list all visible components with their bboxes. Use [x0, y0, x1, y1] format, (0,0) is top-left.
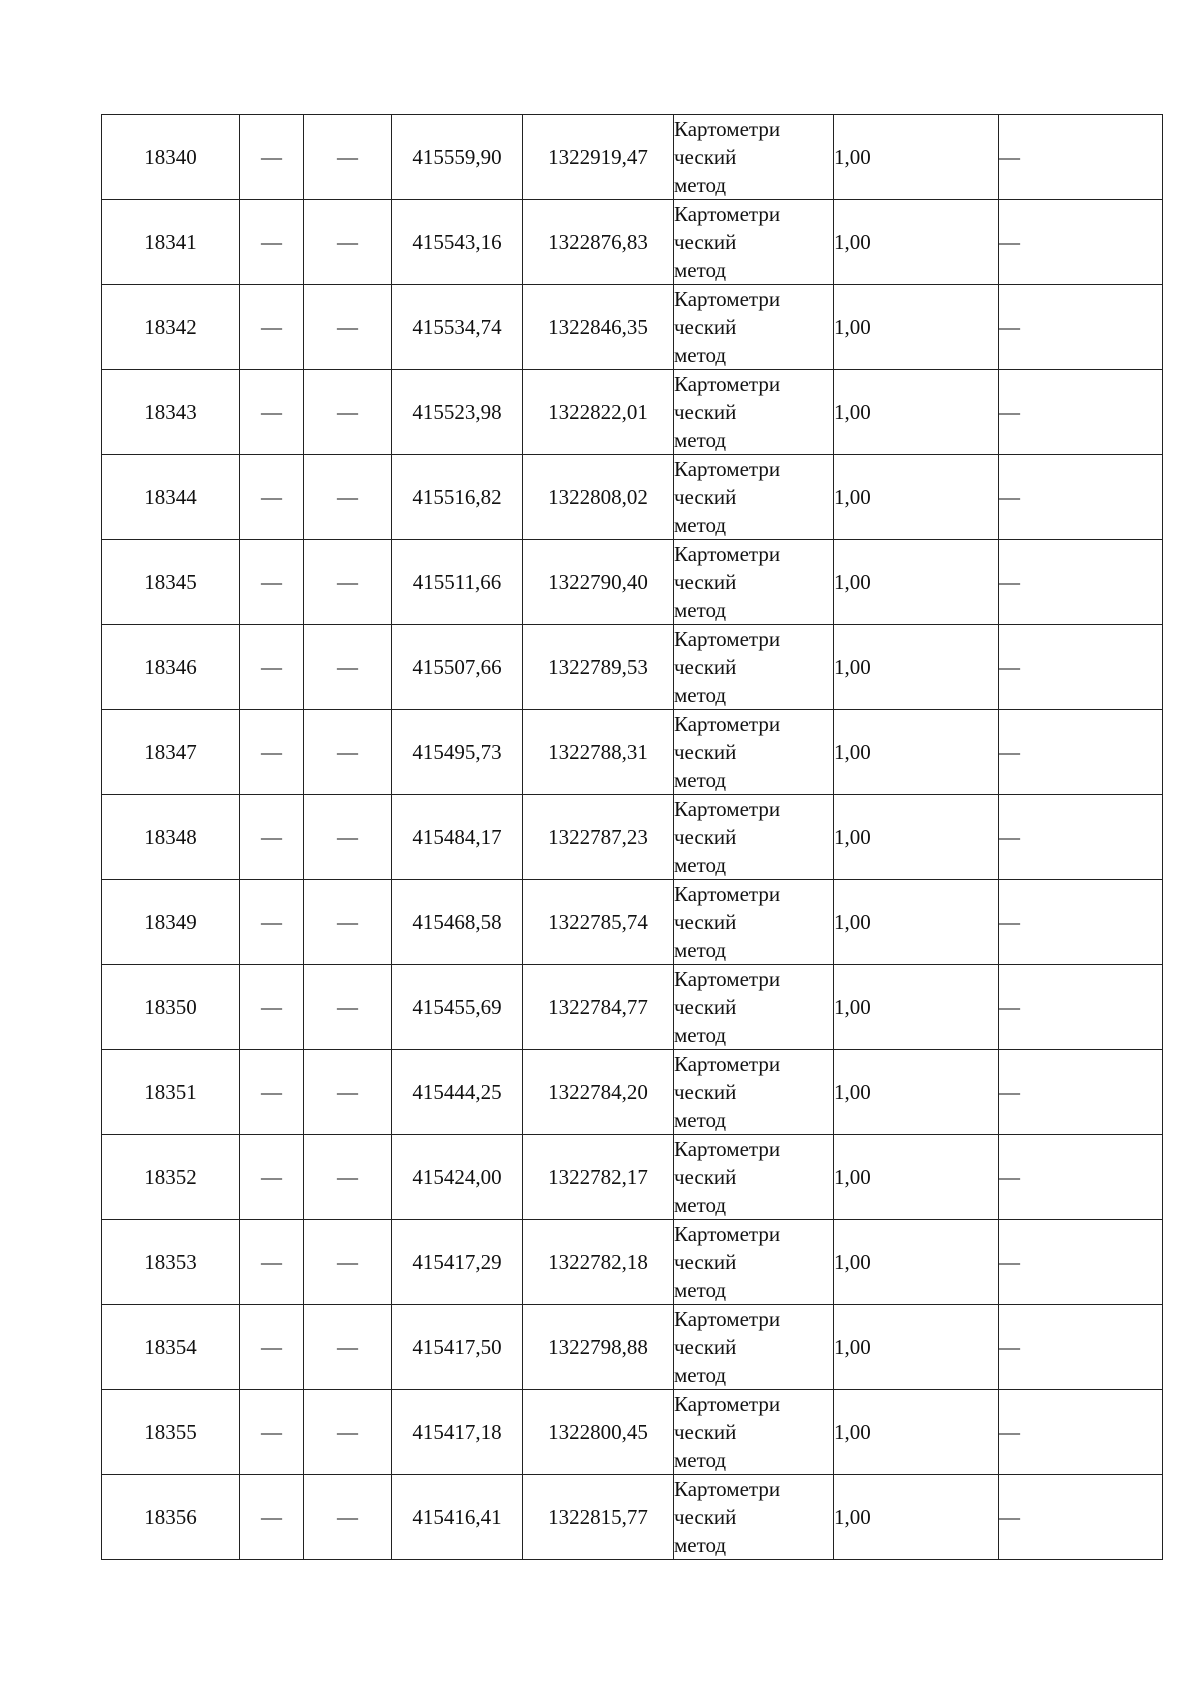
y-coordinate-cell: 1322798,88 — [523, 1305, 674, 1390]
method-line: метод — [674, 173, 727, 197]
point-number-cell: 18347 — [102, 710, 240, 795]
table-row — [102, 1390, 1163, 1475]
empty-value-cell: — — [240, 285, 304, 370]
method-cell — [674, 1050, 834, 1135]
table-row — [102, 540, 1163, 625]
method-line: Картометри — [674, 882, 781, 906]
empty-value-cell: — — [240, 1135, 304, 1220]
empty-value-cell: — — [304, 1305, 392, 1390]
accuracy-cell: 1,00 — [834, 1390, 999, 1475]
table-row — [102, 965, 1163, 1050]
method-line: Картометри — [674, 117, 781, 141]
table-row — [102, 880, 1163, 965]
method-line: ческий — [674, 1080, 737, 1104]
y-coordinate-cell: 1322876,83 — [523, 200, 674, 285]
note-cell: — — [999, 1390, 1163, 1475]
point-number-cell: 18356 — [102, 1475, 240, 1560]
method-line: метод — [674, 1193, 727, 1217]
point-number-cell: 18349 — [102, 880, 240, 965]
empty-value-cell: — — [304, 625, 392, 710]
empty-value-cell: — — [304, 1135, 392, 1220]
empty-value-cell: — — [240, 1305, 304, 1390]
table-body — [102, 115, 1163, 1560]
method-cell — [674, 1305, 834, 1390]
method-line: метод — [674, 1448, 727, 1472]
x-coordinate-cell: 415495,73 — [392, 710, 523, 795]
method-line: ческий — [674, 1505, 737, 1529]
method-cell — [674, 1135, 834, 1220]
empty-value-cell: — — [304, 115, 392, 200]
point-number-cell: 18341 — [102, 200, 240, 285]
method-line: метод — [674, 768, 727, 792]
accuracy-cell: 1,00 — [834, 1050, 999, 1135]
method-cell — [674, 115, 834, 200]
method-line: ческий — [674, 1335, 737, 1359]
method-line: ческий — [674, 570, 737, 594]
table-row — [102, 1050, 1163, 1135]
accuracy-cell: 1,00 — [834, 285, 999, 370]
empty-value-cell: — — [304, 1220, 392, 1305]
table-row — [102, 1220, 1163, 1305]
x-coordinate-cell: 415417,18 — [392, 1390, 523, 1475]
method-line: ческий — [674, 1165, 737, 1189]
empty-value-cell: — — [240, 625, 304, 710]
method-line: Картометри — [674, 287, 781, 311]
x-coordinate-cell: 415507,66 — [392, 625, 523, 710]
point-number-cell: 18351 — [102, 1050, 240, 1135]
note-cell: — — [999, 455, 1163, 540]
y-coordinate-cell: 1322790,40 — [523, 540, 674, 625]
empty-value-cell: — — [240, 200, 304, 285]
method-cell — [674, 1220, 834, 1305]
point-number-cell: 18340 — [102, 115, 240, 200]
empty-value-cell: — — [240, 540, 304, 625]
empty-value-cell: — — [240, 710, 304, 795]
y-coordinate-cell: 1322822,01 — [523, 370, 674, 455]
method-cell — [674, 625, 834, 710]
y-coordinate-cell: 1322919,47 — [523, 115, 674, 200]
y-coordinate-cell: 1322784,77 — [523, 965, 674, 1050]
note-cell: — — [999, 625, 1163, 710]
note-cell: — — [999, 115, 1163, 200]
empty-value-cell: — — [304, 370, 392, 455]
method-line: Картометри — [674, 627, 781, 651]
method-line: ческий — [674, 145, 737, 169]
table-row — [102, 1135, 1163, 1220]
coordinates-table — [101, 114, 1163, 1560]
method-cell — [674, 880, 834, 965]
x-coordinate-cell: 415523,98 — [392, 370, 523, 455]
empty-value-cell: — — [304, 965, 392, 1050]
method-line: ческий — [674, 485, 737, 509]
table-row — [102, 1305, 1163, 1390]
method-line: метод — [674, 258, 727, 282]
x-coordinate-cell: 415417,50 — [392, 1305, 523, 1390]
empty-value-cell: — — [304, 1390, 392, 1475]
y-coordinate-cell: 1322800,45 — [523, 1390, 674, 1475]
accuracy-cell: 1,00 — [834, 115, 999, 200]
point-number-cell: 18354 — [102, 1305, 240, 1390]
method-line: Картометри — [674, 1052, 781, 1076]
empty-value-cell: — — [304, 710, 392, 795]
y-coordinate-cell: 1322787,23 — [523, 795, 674, 880]
method-line: ческий — [674, 315, 737, 339]
table-row — [102, 710, 1163, 795]
note-cell: — — [999, 710, 1163, 795]
empty-value-cell: — — [240, 965, 304, 1050]
point-number-cell: 18342 — [102, 285, 240, 370]
accuracy-cell: 1,00 — [834, 880, 999, 965]
method-line: метод — [674, 1533, 727, 1557]
method-line: ческий — [674, 825, 737, 849]
method-line: метод — [674, 1363, 727, 1387]
accuracy-cell: 1,00 — [834, 540, 999, 625]
accuracy-cell: 1,00 — [834, 1305, 999, 1390]
note-cell: — — [999, 1220, 1163, 1305]
x-coordinate-cell: 415417,29 — [392, 1220, 523, 1305]
empty-value-cell: — — [240, 1050, 304, 1135]
method-line: Картометри — [674, 1222, 781, 1246]
method-line: Картометри — [674, 457, 781, 481]
method-cell — [674, 965, 834, 1050]
empty-value-cell: — — [240, 880, 304, 965]
x-coordinate-cell: 415468,58 — [392, 880, 523, 965]
empty-value-cell: — — [304, 540, 392, 625]
empty-value-cell: — — [304, 1475, 392, 1560]
empty-value-cell: — — [240, 115, 304, 200]
x-coordinate-cell: 415511,66 — [392, 540, 523, 625]
y-coordinate-cell: 1322785,74 — [523, 880, 674, 965]
note-cell: — — [999, 795, 1163, 880]
note-cell: — — [999, 1135, 1163, 1220]
accuracy-cell: 1,00 — [834, 625, 999, 710]
method-cell — [674, 540, 834, 625]
empty-value-cell: — — [240, 455, 304, 540]
method-line: метод — [674, 598, 727, 622]
method-line: ческий — [674, 910, 737, 934]
method-line: метод — [674, 513, 727, 537]
accuracy-cell: 1,00 — [834, 455, 999, 540]
y-coordinate-cell: 1322788,31 — [523, 710, 674, 795]
method-cell — [674, 795, 834, 880]
empty-value-cell: — — [304, 455, 392, 540]
y-coordinate-cell: 1322815,77 — [523, 1475, 674, 1560]
method-cell — [674, 370, 834, 455]
accuracy-cell: 1,00 — [834, 1475, 999, 1560]
empty-value-cell: — — [240, 370, 304, 455]
method-line: ческий — [674, 1250, 737, 1274]
accuracy-cell: 1,00 — [834, 710, 999, 795]
x-coordinate-cell: 415534,74 — [392, 285, 523, 370]
method-cell — [674, 285, 834, 370]
accuracy-cell: 1,00 — [834, 200, 999, 285]
x-coordinate-cell: 415543,16 — [392, 200, 523, 285]
y-coordinate-cell: 1322784,20 — [523, 1050, 674, 1135]
accuracy-cell: 1,00 — [834, 795, 999, 880]
method-line: Картометри — [674, 712, 781, 736]
note-cell: — — [999, 370, 1163, 455]
point-number-cell: 18346 — [102, 625, 240, 710]
point-number-cell: 18344 — [102, 455, 240, 540]
note-cell: — — [999, 880, 1163, 965]
method-line: метод — [674, 1278, 727, 1302]
point-number-cell: 18353 — [102, 1220, 240, 1305]
x-coordinate-cell: 415484,17 — [392, 795, 523, 880]
note-cell: — — [999, 285, 1163, 370]
table-row — [102, 795, 1163, 880]
method-line: метод — [674, 428, 727, 452]
method-line: ческий — [674, 740, 737, 764]
method-line: ческий — [674, 655, 737, 679]
method-line: метод — [674, 853, 727, 877]
note-cell: — — [999, 1305, 1163, 1390]
empty-value-cell: — — [304, 200, 392, 285]
method-line: Картометри — [674, 372, 781, 396]
method-cell — [674, 1475, 834, 1560]
method-line: метод — [674, 343, 727, 367]
note-cell: — — [999, 200, 1163, 285]
accuracy-cell: 1,00 — [834, 1220, 999, 1305]
method-line: Картометри — [674, 1392, 781, 1416]
note-cell: — — [999, 1050, 1163, 1135]
method-line: ческий — [674, 995, 737, 1019]
method-cell — [674, 455, 834, 540]
y-coordinate-cell: 1322782,17 — [523, 1135, 674, 1220]
point-number-cell: 18343 — [102, 370, 240, 455]
note-cell: — — [999, 540, 1163, 625]
method-line: Картометри — [674, 542, 781, 566]
point-number-cell: 18345 — [102, 540, 240, 625]
empty-value-cell: — — [240, 1390, 304, 1475]
method-line: Картометри — [674, 1477, 781, 1501]
accuracy-cell: 1,00 — [834, 1135, 999, 1220]
empty-value-cell: — — [240, 1220, 304, 1305]
table-row — [102, 455, 1163, 540]
method-line: метод — [674, 938, 727, 962]
method-line: Картометри — [674, 1137, 781, 1161]
method-line: Картометри — [674, 202, 781, 226]
method-line: Картометри — [674, 967, 781, 991]
empty-value-cell: — — [304, 795, 392, 880]
point-number-cell: 18355 — [102, 1390, 240, 1475]
point-number-cell: 18348 — [102, 795, 240, 880]
table-row — [102, 285, 1163, 370]
table-row — [102, 1475, 1163, 1560]
x-coordinate-cell: 415559,90 — [392, 115, 523, 200]
method-line: метод — [674, 1023, 727, 1047]
empty-value-cell: — — [304, 1050, 392, 1135]
table-row — [102, 625, 1163, 710]
y-coordinate-cell: 1322782,18 — [523, 1220, 674, 1305]
method-line: ческий — [674, 400, 737, 424]
method-line: Картометри — [674, 797, 781, 821]
method-cell — [674, 710, 834, 795]
table-row — [102, 115, 1163, 200]
method-cell — [674, 1390, 834, 1475]
empty-value-cell: — — [304, 285, 392, 370]
method-line: метод — [674, 683, 727, 707]
accuracy-cell: 1,00 — [834, 965, 999, 1050]
method-line: ческий — [674, 230, 737, 254]
point-number-cell: 18350 — [102, 965, 240, 1050]
empty-value-cell: — — [304, 880, 392, 965]
y-coordinate-cell: 1322846,35 — [523, 285, 674, 370]
empty-value-cell: — — [240, 1475, 304, 1560]
method-cell — [674, 200, 834, 285]
y-coordinate-cell: 1322789,53 — [523, 625, 674, 710]
y-coordinate-cell: 1322808,02 — [523, 455, 674, 540]
note-cell: — — [999, 1475, 1163, 1560]
point-number-cell: 18352 — [102, 1135, 240, 1220]
x-coordinate-cell: 415416,41 — [392, 1475, 523, 1560]
x-coordinate-cell: 415516,82 — [392, 455, 523, 540]
x-coordinate-cell: 415455,69 — [392, 965, 523, 1050]
table-row — [102, 200, 1163, 285]
method-line: метод — [674, 1108, 727, 1132]
method-line: ческий — [674, 1420, 737, 1444]
x-coordinate-cell: 415444,25 — [392, 1050, 523, 1135]
method-line: Картометри — [674, 1307, 781, 1331]
note-cell: — — [999, 965, 1163, 1050]
empty-value-cell: — — [240, 795, 304, 880]
table-row — [102, 370, 1163, 455]
x-coordinate-cell: 415424,00 — [392, 1135, 523, 1220]
accuracy-cell: 1,00 — [834, 370, 999, 455]
